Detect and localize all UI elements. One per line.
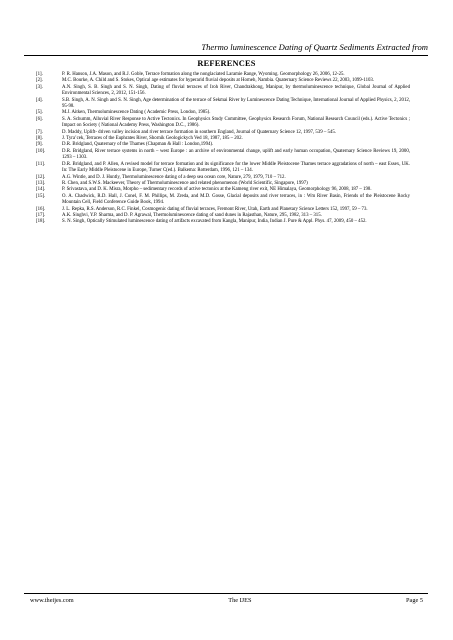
reference-number: [17]. <box>36 212 46 218</box>
reference-text: S.B. Singh, A. N. Singh and S. N. Singh, Age determination of the terrace of Sekmai River by Luminescence Dating Technique, International Journal of Applied Physics, 2, 2012, 95-98. <box>62 97 410 110</box>
journal-name: The IJES <box>228 597 252 604</box>
reference-text: J. Tyra’cek, Terraces of the Euphrates River, Shornik Geologickych Ved 18, 1987, 185 – 202. <box>62 136 243 142</box>
reference-text: D.R. Bridgland, Quaternary of the Thames (Chapman & Hall : London,1994). <box>62 142 214 148</box>
reference-item <box>36 85 410 98</box>
reference-number: [12]. <box>36 174 46 180</box>
reference-number: [5]. <box>36 110 43 116</box>
reference-text: D. Maddy, Uplift- driven valley incision and river terrace formation in southern England, Journal of Quaternary Science 12, 1997, 539 – 545. <box>62 129 336 135</box>
reference-text: A.K. Singhvi, Y.P. Sharma, and D. P. Agrawal, Thermoluminescence dating of sand dunes in Rajasthan, Nature, 295, 1982, 313 – 315. <box>62 212 322 218</box>
reference-text: S. A. Schumm, Alluvial River Response to Active Tectonics. In Geophysics Study Committee, Geophysics Research Forum, National Research Council (eds.). Active Tectonics ; Impact on Society ( National Academy Press, Washington D.C., 1986). <box>62 116 410 129</box>
reference-text: S. N. Singh, Optically Stimulated luminescence dating of artifacts excavated from Kangla, Manipur, India, Indian J. Pure & Appl. Phys. 47, 2009, 450 – 452. <box>62 219 367 225</box>
reference-number: [9]. <box>36 142 43 148</box>
reference-list <box>36 72 410 226</box>
reference-item <box>36 98 410 111</box>
reference-number: [16]. <box>36 206 46 212</box>
header-divider <box>24 55 428 56</box>
reference-number: [18]. <box>36 219 46 225</box>
reference-text: D.R. Bridgland, River terrace systems in north – west Europe : an archive of environmental change, uplift and early human occupation, Quaternary Science Reviews 19, 2000, 1293 – 1303. <box>62 148 410 161</box>
references-heading: REFERENCES <box>197 59 256 68</box>
reference-text: M.C. Bourke, A. Child and S. Stokes, Optical age estimates for hyperarid fluvial deposits at Homeb, Nambia. Quaternary Science Reviews 22, 2003, 1099-1103. <box>62 78 375 84</box>
reference-number: [15]. <box>36 193 46 199</box>
running-header: Thermo luminescence Dating of Quartz Sediments Extracted from <box>201 42 428 52</box>
reference-text: O. A. Chadwick, R.D. Hall, J. Conel, F. M. Phillips, M. Zreda, and M.D. Gosse, Glacial deposits and river terraces, in : Wm River Basin, Friends of the Pleistocene Rocky Mountain Cell, Field Conference Guide Book, 1994. <box>62 193 410 206</box>
reference-number: [6]. <box>36 116 43 122</box>
reference-number: [1]. <box>36 72 43 77</box>
reference-number: [4]. <box>36 97 43 103</box>
reference-item <box>36 194 410 207</box>
page-footer <box>30 597 423 604</box>
reference-item <box>36 149 410 162</box>
reference-text: D.R. Bridgland, and P. Allen, A revised model for terrace formation and its significance for the lower Middle Pleistocene Thames terrace aggradations of north – east Essex, UK. In: The Early Middle Pleistocene in Europe, Turner C(ed.). Balkema: Rotterdam, 1996, 121 – 134. <box>62 161 410 174</box>
reference-number: [11]. <box>36 161 46 167</box>
reference-text: A.G. Wintle, and D. J. Huntly, Thermoluminescence dating of a deep sea ocean core, Nature, 279, 1979, 710 – 712. <box>62 174 286 180</box>
reference-item <box>36 117 410 130</box>
reference-item <box>36 219 410 225</box>
reference-number: [2]. <box>36 78 43 84</box>
reference-number: [8]. <box>36 136 43 142</box>
footer-divider <box>24 593 428 594</box>
reference-text: P. Srivastava, and D. K. Misra, Morpho – sedimentary records of active tectonics at the Kameng river exit, NE Himalaya, Geomorphology 96, 2008, 187 – 198. <box>62 187 372 193</box>
reference-text: R. Chen, and S.W.S. Mackeever, Theory of Thermoluminescence and related phenomenon (World Scientific, Singapore, 1997) <box>62 180 308 186</box>
reference-number: [13]. <box>36 180 46 186</box>
reference-number: [10]. <box>36 148 46 154</box>
reference-item <box>36 162 410 175</box>
reference-text: M.J. Aitken, Thermoluminescence Dating ( Academic Press, London, 1985). <box>62 110 211 116</box>
reference-text: A.N. Singh, S. B. Singh and S. N. Singh, Dating of fluvial terraces of Iroh River, Chandrakhong, Manipur, by thermoluminescence technique, Global Journal of Applied Environmental Sciences, 2, 2012, 151-156. <box>62 84 410 97</box>
reference-text: P. R. Hanson, J.A. Mason, and R.J. Goble, Terrace formation along the nonglaciated Laramie Range, Wyoming. Geomorphology 26, 2006, 12-25. <box>62 72 345 77</box>
reference-number: [14]. <box>36 187 46 193</box>
page-number: Page 5 <box>406 597 423 604</box>
journal-website-link[interactable]: www.theijes.com <box>30 597 74 604</box>
reference-number: [3]. <box>36 84 43 90</box>
reference-number: [7]. <box>36 129 43 135</box>
reference-text: J. L. Repka, R.S. Anderson, R.C. Finkel, Cosmogenic dating of fluvial terraces, Fremont River, Utah, Earth and Planetary Science Letters 152, 1997, 59 – 73. <box>62 206 368 212</box>
